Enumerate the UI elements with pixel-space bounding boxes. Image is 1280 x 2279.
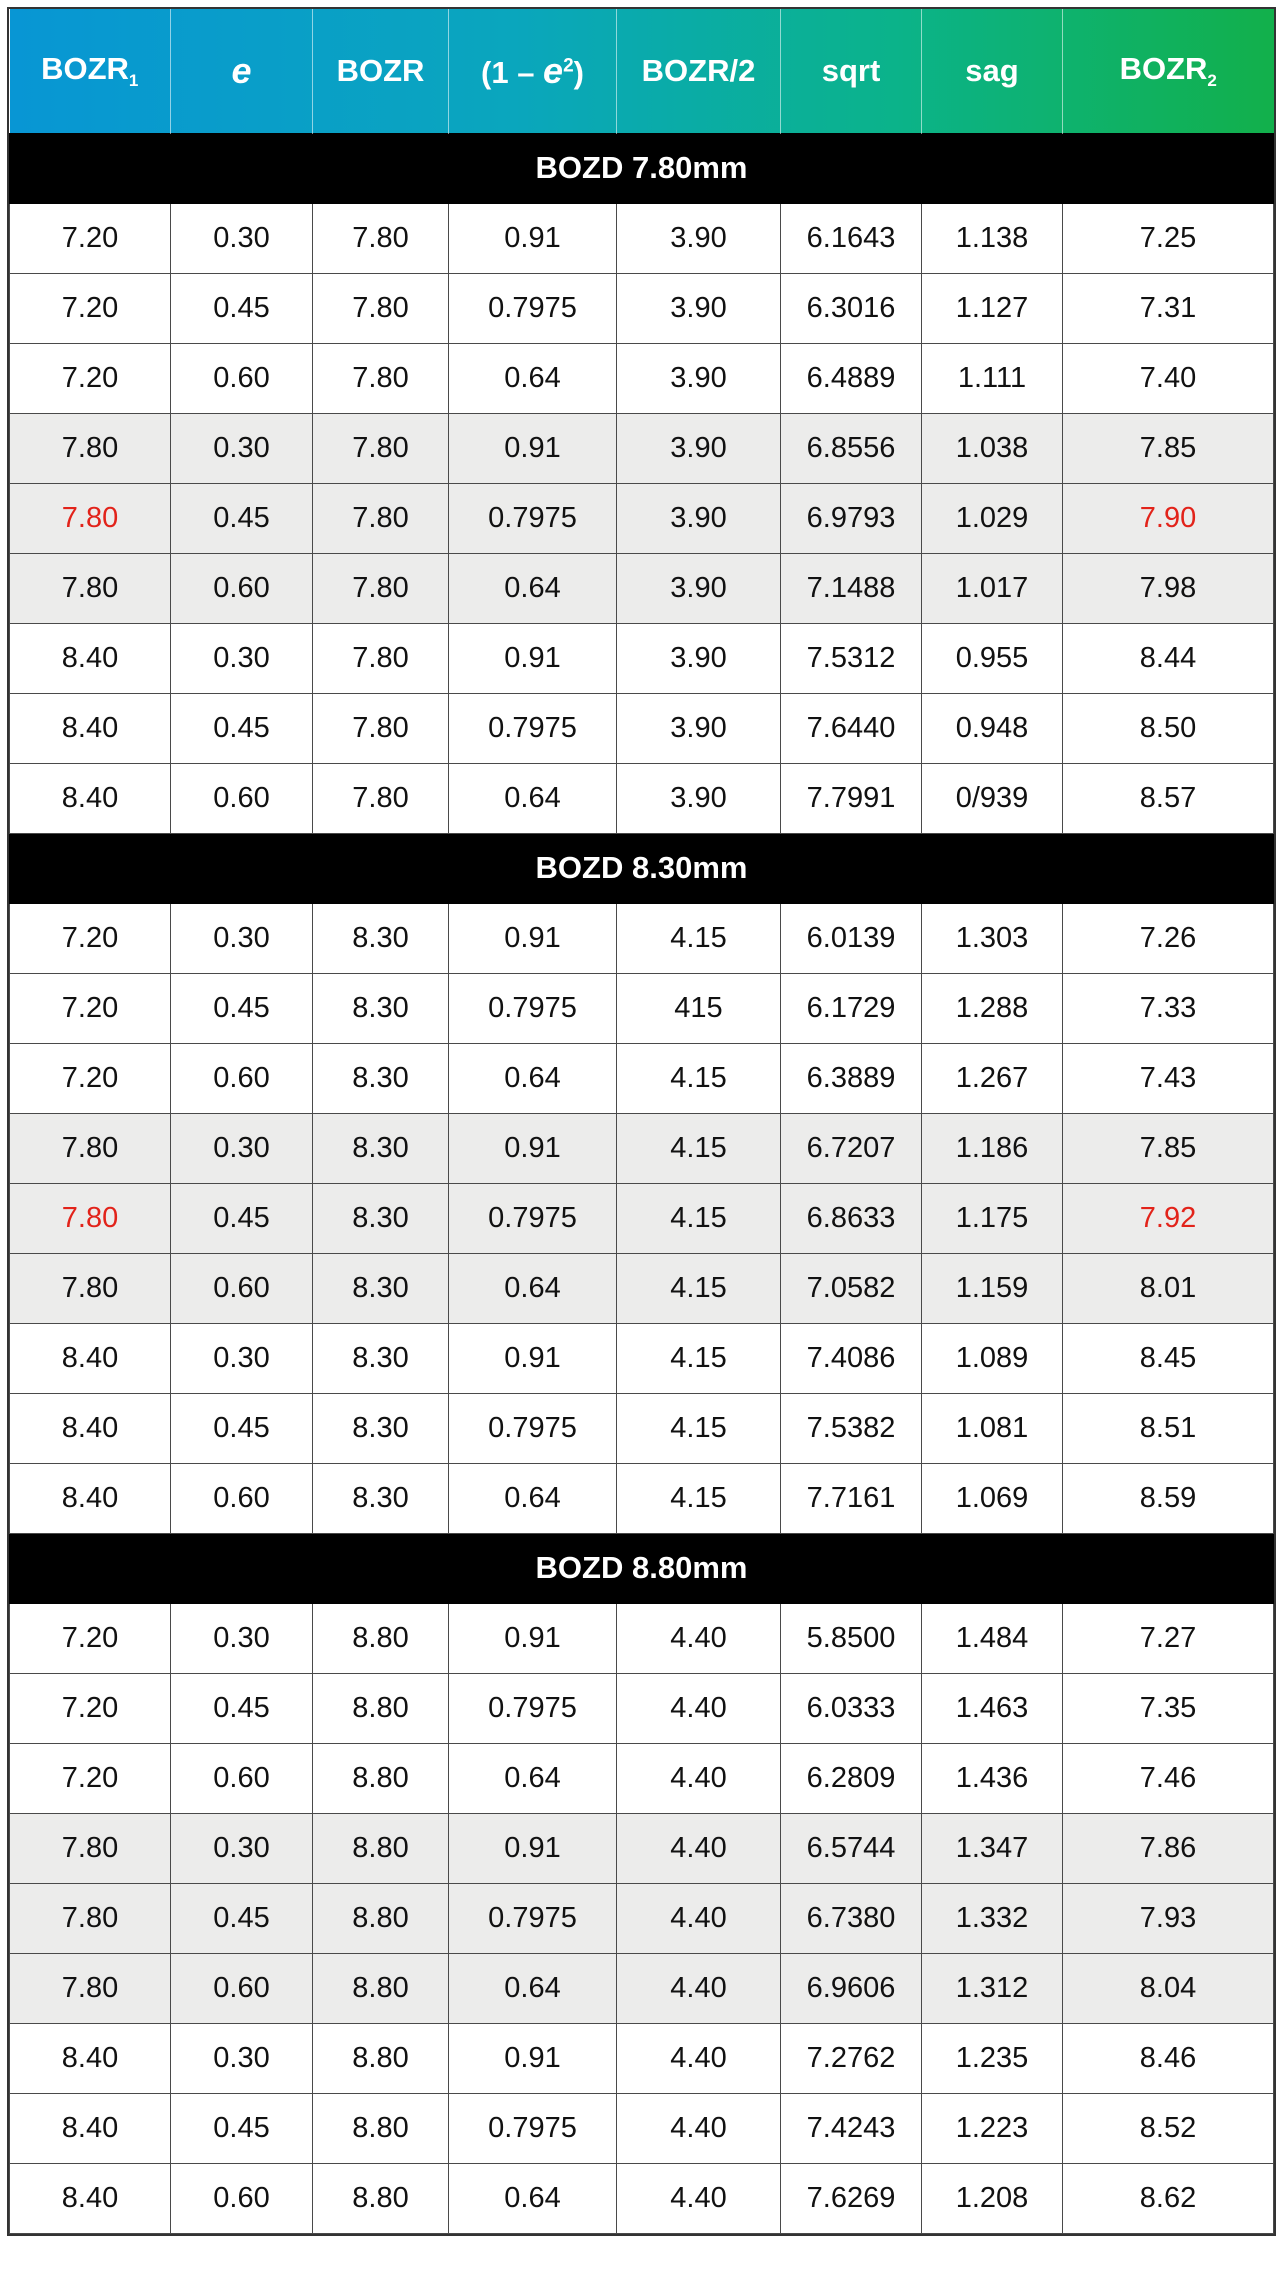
section-title: BOZD 7.80mm — [10, 133, 1274, 203]
cell-sqrt: 7.0582 — [781, 1253, 922, 1323]
cell-e: 0.30 — [171, 1323, 313, 1393]
table-row — [10, 2163, 1274, 2233]
cell-sag: 1.436 — [922, 1743, 1063, 1813]
table-row — [10, 1463, 1274, 1533]
cell-bozr2: 8.57 — [1063, 763, 1274, 833]
cell-one-minus-e-squared: 0.91 — [449, 413, 617, 483]
cell-bozr2: 7.27 — [1063, 1603, 1274, 1673]
section-header-row — [10, 133, 1274, 203]
cell-sqrt: 7.6269 — [781, 2163, 922, 2233]
cell-e: 0.60 — [171, 1463, 313, 1533]
cell-sag: 1.223 — [922, 2093, 1063, 2163]
header-formula-post: ) — [573, 54, 584, 90]
cell-bozr-half: 4.40 — [617, 2163, 781, 2233]
cell-sag: 1.081 — [922, 1393, 1063, 1463]
cell-bozr: 8.80 — [313, 1883, 449, 1953]
cell-bozr2: 8.04 — [1063, 1953, 1274, 2023]
cell-bozr-half: 4.15 — [617, 903, 781, 973]
header-bozr1 — [10, 9, 171, 133]
cell-e: 0.45 — [171, 1183, 313, 1253]
table-row — [10, 553, 1274, 623]
cell-one-minus-e-squared: 0.91 — [449, 1323, 617, 1393]
cell-e: 0.30 — [171, 903, 313, 973]
section-header-row — [10, 833, 1274, 903]
cell-sag: 1.017 — [922, 553, 1063, 623]
cell-bozr2: 7.33 — [1063, 973, 1274, 1043]
cell-bozr: 8.30 — [313, 1253, 449, 1323]
cell-bozr2: 7.43 — [1063, 1043, 1274, 1113]
cell-sqrt: 6.9606 — [781, 1953, 922, 2023]
cell-e: 0.60 — [171, 1743, 313, 1813]
cell-bozr-half: 3.90 — [617, 763, 781, 833]
table-row — [10, 343, 1274, 413]
cell-e: 0.45 — [171, 273, 313, 343]
cell-bozr1: 8.40 — [10, 763, 171, 833]
cell-bozr-half: 3.90 — [617, 483, 781, 553]
cell-bozr: 7.80 — [313, 623, 449, 693]
cell-e: 0.45 — [171, 483, 313, 553]
table-row — [10, 2093, 1274, 2163]
cell-bozr2: 8.45 — [1063, 1323, 1274, 1393]
cell-sqrt: 7.2762 — [781, 2023, 922, 2093]
table-row — [10, 1043, 1274, 1113]
table-row — [10, 1603, 1274, 1673]
cell-bozr2: 8.44 — [1063, 623, 1274, 693]
header-bozr2 — [1063, 9, 1274, 133]
cell-sag: 1.484 — [922, 1603, 1063, 1673]
header-e: e — [171, 9, 313, 133]
cell-bozr-half: 3.90 — [617, 343, 781, 413]
cell-one-minus-e-squared: 0.91 — [449, 2023, 617, 2093]
cell-e: 0.30 — [171, 623, 313, 693]
cell-sqrt: 6.7380 — [781, 1883, 922, 1953]
table-row — [10, 1673, 1274, 1743]
cell-sqrt: 6.3889 — [781, 1043, 922, 1113]
cell-bozr: 7.80 — [313, 553, 449, 623]
cell-bozr2: 7.40 — [1063, 343, 1274, 413]
cell-bozr2: 7.35 — [1063, 1673, 1274, 1743]
cell-sqrt: 7.5382 — [781, 1393, 922, 1463]
cell-bozr1: 7.20 — [10, 273, 171, 343]
cell-sag: 1.463 — [922, 1673, 1063, 1743]
cell-bozr: 7.80 — [313, 693, 449, 763]
cell-bozr2: 8.01 — [1063, 1253, 1274, 1323]
cell-sag: 1.332 — [922, 1883, 1063, 1953]
cell-bozr2: 8.51 — [1063, 1393, 1274, 1463]
cell-sag: 1.038 — [922, 413, 1063, 483]
cell-bozr-half: 4.15 — [617, 1043, 781, 1113]
cell-sag: 1.235 — [922, 2023, 1063, 2093]
cell-bozr-half: 4.40 — [617, 2023, 781, 2093]
cell-sag: 1.267 — [922, 1043, 1063, 1113]
cell-bozr1: 8.40 — [10, 1393, 171, 1463]
cell-bozr-half: 4.15 — [617, 1323, 781, 1393]
section-header-row — [10, 1533, 1274, 1603]
section-title: BOZD 8.80mm — [10, 1533, 1274, 1603]
cell-one-minus-e-squared: 0.7975 — [449, 973, 617, 1043]
cell-e: 0.60 — [171, 2163, 313, 2233]
cell-bozr-half: 3.90 — [617, 203, 781, 273]
cell-bozr-half: 4.15 — [617, 1113, 781, 1183]
cell-sag: 0/939 — [922, 763, 1063, 833]
cell-e: 0.30 — [171, 1603, 313, 1673]
cell-bozr: 8.30 — [313, 1113, 449, 1183]
cell-one-minus-e-squared: 0.7975 — [449, 483, 617, 553]
cell-bozr1: 7.80 — [10, 1883, 171, 1953]
cell-bozr-half: 4.15 — [617, 1393, 781, 1463]
cell-sqrt: 6.0139 — [781, 903, 922, 973]
cell-e: 0.60 — [171, 763, 313, 833]
cell-bozr: 8.80 — [313, 1603, 449, 1673]
cell-bozr2: 7.85 — [1063, 413, 1274, 483]
cell-bozr-half: 3.90 — [617, 273, 781, 343]
cell-sqrt: 7.1488 — [781, 553, 922, 623]
cell-sqrt: 5.8500 — [781, 1603, 922, 1673]
cell-e: 0.45 — [171, 1673, 313, 1743]
cell-bozr: 8.30 — [313, 973, 449, 1043]
cell-bozr: 7.80 — [313, 483, 449, 553]
cell-bozr1: 8.40 — [10, 2093, 171, 2163]
header-formula-pre: (1 – — [481, 54, 544, 90]
cell-bozr1: 7.20 — [10, 973, 171, 1043]
cell-bozr1: 7.20 — [10, 1603, 171, 1673]
cell-sqrt: 6.5744 — [781, 1813, 922, 1883]
table-row — [10, 483, 1274, 553]
cell-sqrt: 6.7207 — [781, 1113, 922, 1183]
cell-bozr2: 7.98 — [1063, 553, 1274, 623]
cell-one-minus-e-squared: 0.64 — [449, 1743, 617, 1813]
cell-bozr1: 8.40 — [10, 623, 171, 693]
cell-bozr2: 8.46 — [1063, 2023, 1274, 2093]
cell-one-minus-e-squared: 0.91 — [449, 1113, 617, 1183]
header-bozr: BOZR — [313, 9, 449, 133]
table-row — [10, 1393, 1274, 1463]
cell-sag: 1.159 — [922, 1253, 1063, 1323]
cell-sqrt: 6.2809 — [781, 1743, 922, 1813]
cell-bozr: 8.30 — [313, 1183, 449, 1253]
cell-bozr2: 8.62 — [1063, 2163, 1274, 2233]
cell-bozr2: 7.26 — [1063, 903, 1274, 973]
cell-bozr1: 8.40 — [10, 2163, 171, 2233]
header-sqrt: sqrt — [781, 9, 922, 133]
cell-one-minus-e-squared: 0.64 — [449, 343, 617, 413]
cell-one-minus-e-squared: 0.7975 — [449, 273, 617, 343]
cell-e: 0.60 — [171, 1253, 313, 1323]
table-row — [10, 1323, 1274, 1393]
cell-bozr: 8.80 — [313, 2023, 449, 2093]
cell-one-minus-e-squared: 0.64 — [449, 1043, 617, 1113]
cell-one-minus-e-squared: 0.91 — [449, 1603, 617, 1673]
cell-one-minus-e-squared: 0.7975 — [449, 1673, 617, 1743]
cell-one-minus-e-squared: 0.64 — [449, 2163, 617, 2233]
table-header — [10, 9, 1274, 133]
cell-bozr: 8.80 — [313, 1953, 449, 2023]
cell-bozr-half: 3.90 — [617, 623, 781, 693]
cell-bozr-half: 4.15 — [617, 1183, 781, 1253]
table-row — [10, 973, 1274, 1043]
cell-bozr2: 7.85 — [1063, 1113, 1274, 1183]
cell-sqrt: 7.6440 — [781, 693, 922, 763]
cell-sqrt: 7.5312 — [781, 623, 922, 693]
cell-bozr2: 7.25 — [1063, 203, 1274, 273]
cell-bozr2: 7.93 — [1063, 1883, 1274, 1953]
cell-bozr1: 7.20 — [10, 343, 171, 413]
header-bozr-half: BOZR/2 — [617, 9, 781, 133]
cell-bozr2: 7.92 — [1063, 1183, 1274, 1253]
cell-bozr-half: 415 — [617, 973, 781, 1043]
cell-bozr2: 8.50 — [1063, 693, 1274, 763]
cell-bozr: 7.80 — [313, 273, 449, 343]
cell-sag: 1.208 — [922, 2163, 1063, 2233]
cell-bozr: 7.80 — [313, 203, 449, 273]
bozr-table-container — [9, 9, 1273, 2234]
cell-sag: 1.069 — [922, 1463, 1063, 1533]
cell-bozr1: 7.80 — [10, 1813, 171, 1883]
cell-bozr1: 8.40 — [10, 2023, 171, 2093]
table-row — [10, 413, 1274, 483]
cell-sqrt: 7.7161 — [781, 1463, 922, 1533]
cell-e: 0.30 — [171, 203, 313, 273]
cell-bozr-half: 3.90 — [617, 413, 781, 483]
table-row — [10, 273, 1274, 343]
header-bozr2-subscript: 2 — [1207, 70, 1217, 90]
cell-bozr: 8.80 — [313, 1673, 449, 1743]
cell-e: 0.30 — [171, 1113, 313, 1183]
cell-bozr1: 7.80 — [10, 483, 171, 553]
cell-bozr: 8.30 — [313, 1043, 449, 1113]
cell-bozr: 8.30 — [313, 1463, 449, 1533]
cell-sag: 1.029 — [922, 483, 1063, 553]
cell-bozr2: 7.90 — [1063, 483, 1274, 553]
header-bozr1-text: BOZR — [41, 50, 129, 86]
cell-one-minus-e-squared: 0.91 — [449, 203, 617, 273]
cell-bozr1: 7.80 — [10, 1953, 171, 2023]
header-bozr1-subscript: 1 — [128, 70, 139, 90]
cell-bozr: 7.80 — [313, 413, 449, 483]
cell-sag: 1.127 — [922, 273, 1063, 343]
table-row — [10, 693, 1274, 763]
cell-one-minus-e-squared: 0.64 — [449, 1953, 617, 2023]
table-row — [10, 1183, 1274, 1253]
cell-bozr1: 8.40 — [10, 1463, 171, 1533]
cell-bozr1: 7.80 — [10, 553, 171, 623]
header-formula-sup: 2 — [563, 55, 574, 77]
cell-sqrt: 7.4243 — [781, 2093, 922, 2163]
cell-e: 0.60 — [171, 1953, 313, 2023]
table-row — [10, 1883, 1274, 1953]
cell-bozr-half: 4.40 — [617, 1673, 781, 1743]
table-body — [10, 133, 1274, 2233]
cell-sqrt: 6.0333 — [781, 1673, 922, 1743]
cell-bozr: 8.80 — [313, 2093, 449, 2163]
table-row — [10, 1113, 1274, 1183]
table-row — [10, 2023, 1274, 2093]
cell-bozr-half: 4.40 — [617, 1603, 781, 1673]
cell-sag: 1.175 — [922, 1183, 1063, 1253]
cell-e: 0.30 — [171, 2023, 313, 2093]
cell-sag: 1.111 — [922, 343, 1063, 413]
cell-bozr: 8.80 — [313, 2163, 449, 2233]
cell-one-minus-e-squared: 0.7975 — [449, 2093, 617, 2163]
cell-e: 0.45 — [171, 2093, 313, 2163]
cell-sqrt: 6.9793 — [781, 483, 922, 553]
cell-e: 0.45 — [171, 693, 313, 763]
cell-sag: 0.955 — [922, 623, 1063, 693]
cell-sqrt: 6.4889 — [781, 343, 922, 413]
cell-bozr-half: 4.40 — [617, 1883, 781, 1953]
cell-sqrt: 6.8633 — [781, 1183, 922, 1253]
cell-one-minus-e-squared: 0.7975 — [449, 1183, 617, 1253]
bozr-table — [9, 9, 1274, 2234]
header-row — [10, 9, 1274, 133]
cell-sag: 1.312 — [922, 1953, 1063, 2023]
cell-one-minus-e-squared: 0.64 — [449, 763, 617, 833]
cell-sag: 1.347 — [922, 1813, 1063, 1883]
cell-bozr1: 7.20 — [10, 1743, 171, 1813]
table-row — [10, 203, 1274, 273]
cell-one-minus-e-squared: 0.64 — [449, 1463, 617, 1533]
cell-bozr2: 8.52 — [1063, 2093, 1274, 2163]
cell-one-minus-e-squared: 0.64 — [449, 553, 617, 623]
cell-e: 0.60 — [171, 343, 313, 413]
cell-one-minus-e-squared: 0.91 — [449, 623, 617, 693]
cell-e: 0.30 — [171, 413, 313, 483]
cell-one-minus-e-squared: 0.7975 — [449, 1393, 617, 1463]
table-row — [10, 903, 1274, 973]
cell-bozr: 8.80 — [313, 1743, 449, 1813]
cell-bozr1: 7.20 — [10, 1043, 171, 1113]
cell-bozr2: 7.31 — [1063, 273, 1274, 343]
cell-bozr1: 7.80 — [10, 1183, 171, 1253]
header-one-minus-e-squared — [449, 9, 617, 133]
cell-bozr-half: 4.40 — [617, 1953, 781, 2023]
cell-e: 0.60 — [171, 1043, 313, 1113]
cell-bozr: 8.30 — [313, 1323, 449, 1393]
table-row — [10, 1953, 1274, 2023]
table-row — [10, 1743, 1274, 1813]
cell-one-minus-e-squared: 0.64 — [449, 1253, 617, 1323]
cell-bozr1: 7.80 — [10, 1253, 171, 1323]
table-row — [10, 623, 1274, 693]
cell-one-minus-e-squared: 0.7975 — [449, 1883, 617, 1953]
cell-bozr: 8.30 — [313, 903, 449, 973]
cell-sqrt: 7.7991 — [781, 763, 922, 833]
cell-sag: 1.288 — [922, 973, 1063, 1043]
cell-bozr-half: 4.15 — [617, 1463, 781, 1533]
cell-bozr1: 7.80 — [10, 1113, 171, 1183]
cell-one-minus-e-squared: 0.7975 — [449, 693, 617, 763]
cell-e: 0.45 — [171, 973, 313, 1043]
cell-e: 0.60 — [171, 553, 313, 623]
cell-sqrt: 6.1643 — [781, 203, 922, 273]
cell-e: 0.30 — [171, 1813, 313, 1883]
header-bozr2-text: BOZR — [1119, 50, 1208, 86]
cell-sag: 1.303 — [922, 903, 1063, 973]
cell-bozr1: 8.40 — [10, 693, 171, 763]
cell-bozr2: 8.59 — [1063, 1463, 1274, 1533]
cell-bozr-half: 4.40 — [617, 1743, 781, 1813]
header-formula-var: e — [543, 49, 564, 91]
cell-sag: 1.089 — [922, 1323, 1063, 1393]
cell-bozr-half: 4.40 — [617, 1813, 781, 1883]
cell-bozr1: 7.20 — [10, 1673, 171, 1743]
cell-bozr: 8.80 — [313, 1813, 449, 1883]
cell-bozr2: 7.86 — [1063, 1813, 1274, 1883]
cell-sqrt: 6.8556 — [781, 413, 922, 483]
cell-sag: 1.186 — [922, 1113, 1063, 1183]
cell-bozr1: 8.40 — [10, 1323, 171, 1393]
cell-bozr-half: 3.90 — [617, 553, 781, 623]
cell-sag: 0.948 — [922, 693, 1063, 763]
cell-bozr2: 7.46 — [1063, 1743, 1274, 1813]
cell-e: 0.45 — [171, 1393, 313, 1463]
cell-bozr: 7.80 — [313, 343, 449, 413]
cell-sqrt: 6.3016 — [781, 273, 922, 343]
section-title: BOZD 8.30mm — [10, 833, 1274, 903]
cell-bozr: 8.30 — [313, 1393, 449, 1463]
cell-sag: 1.138 — [922, 203, 1063, 273]
cell-sqrt: 6.1729 — [781, 973, 922, 1043]
header-sag: sag — [922, 9, 1063, 133]
cell-bozr: 7.80 — [313, 763, 449, 833]
cell-sqrt: 7.4086 — [781, 1323, 922, 1393]
cell-bozr1: 7.20 — [10, 203, 171, 273]
table-row — [10, 763, 1274, 833]
cell-bozr1: 7.20 — [10, 903, 171, 973]
cell-bozr1: 7.80 — [10, 413, 171, 483]
cell-one-minus-e-squared: 0.91 — [449, 1813, 617, 1883]
cell-one-minus-e-squared: 0.91 — [449, 903, 617, 973]
cell-bozr-half: 3.90 — [617, 693, 781, 763]
cell-bozr-half: 4.15 — [617, 1253, 781, 1323]
table-row — [10, 1813, 1274, 1883]
cell-e: 0.45 — [171, 1883, 313, 1953]
table-row — [10, 1253, 1274, 1323]
cell-bozr-half: 4.40 — [617, 2093, 781, 2163]
